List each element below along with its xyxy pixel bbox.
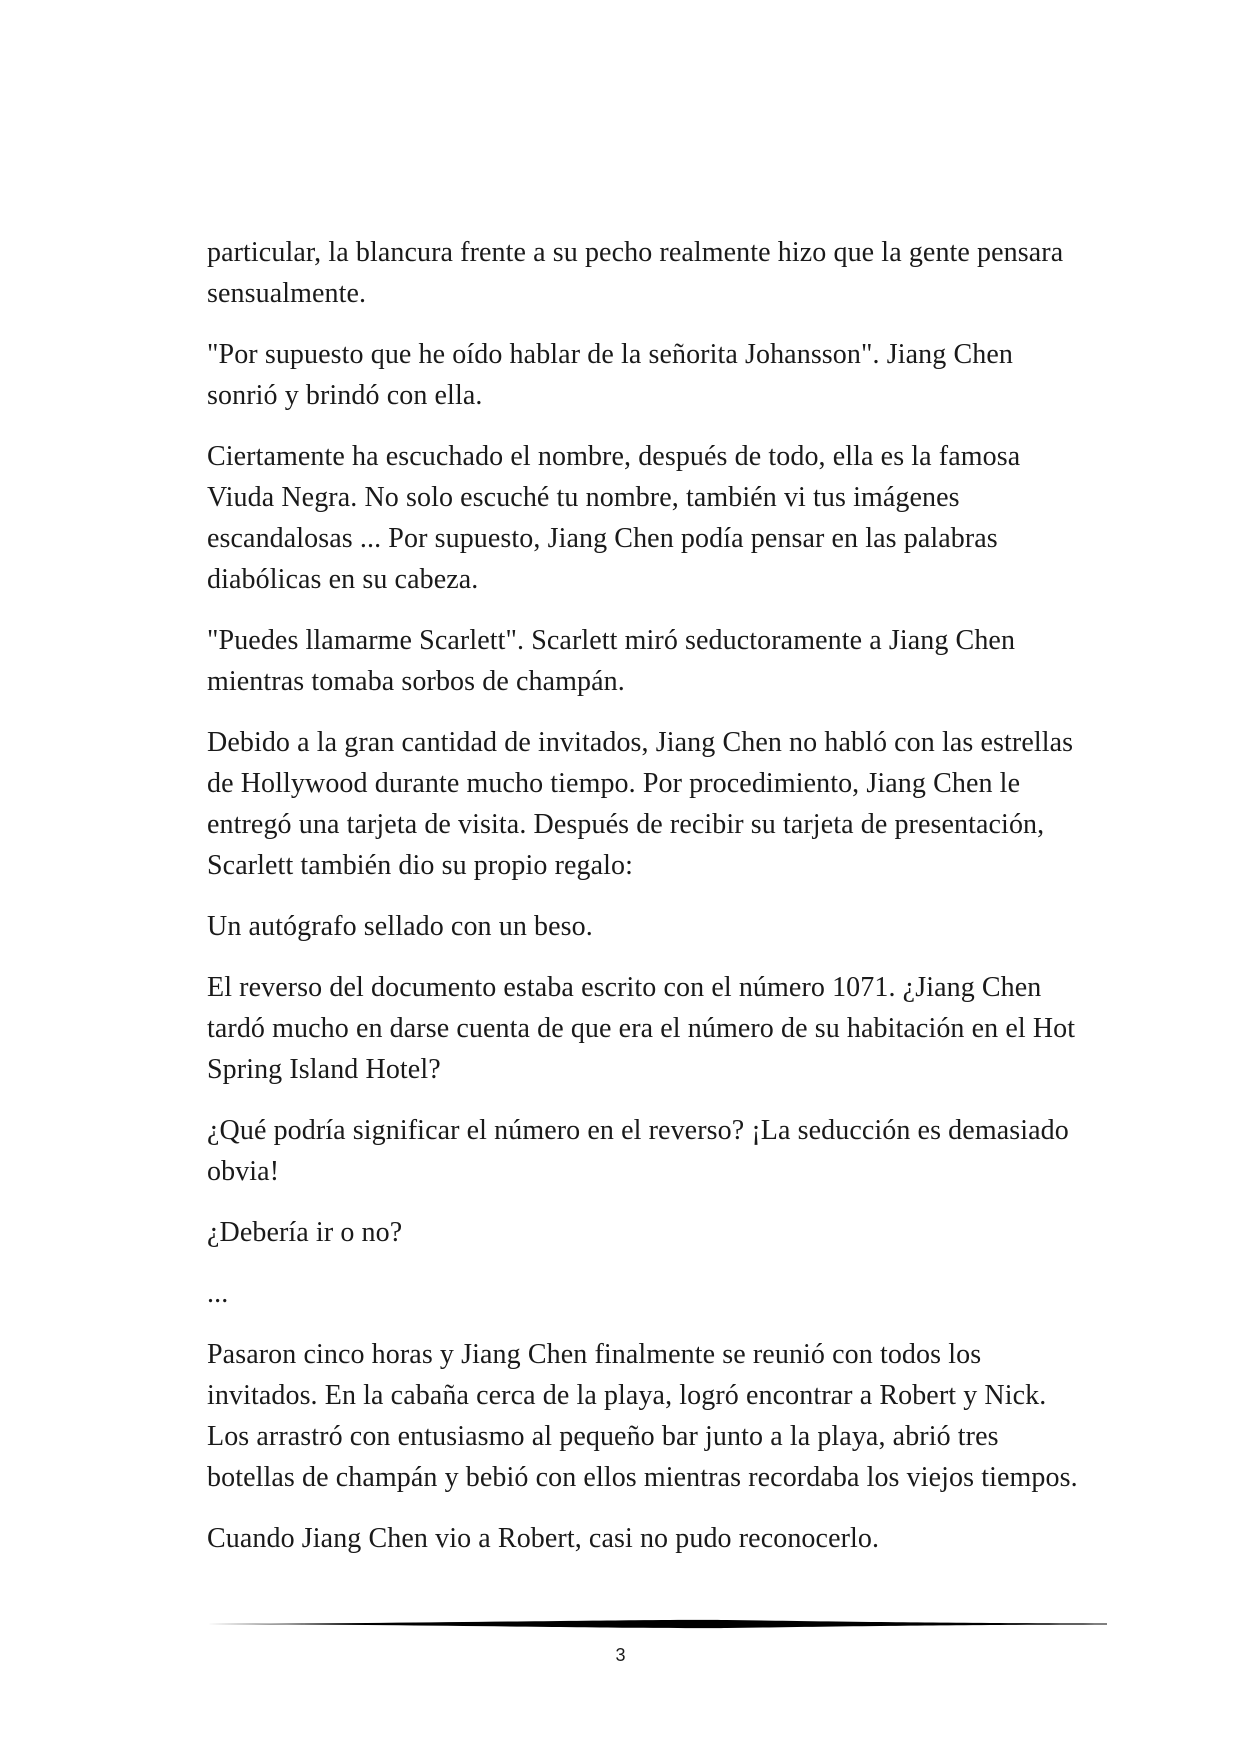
footer-rule: [207, 1618, 1107, 1630]
paragraph: El reverso del documento estaba escrito con el número 1071. ¿Jiang Chen tardó mucho en darse cuenta de que era el número de su habitación en el Hot Spring Island Hotel?: [207, 972, 1076, 1085]
paragraph: "Puedes llamarme Scarlett". Scarlett miró seductoramente a Jiang Chen mientras tomaba sorbos de champán.: [207, 625, 1016, 697]
paragraph: "Por supuesto que he oído hablar de la señorita Johansson". Jiang Chen sonrió y brindó con ella.: [207, 339, 1013, 411]
paragraph: particular, la blancura frente a su pecho realmente hizo que la gente pensara sensualmente.: [207, 237, 1064, 309]
footer-rule-swash: [207, 1620, 1107, 1628]
page-number: 3: [615, 1645, 626, 1665]
paragraph: ...: [207, 1278, 229, 1309]
paragraph: Pasaron cinco horas y Jiang Chen finalmente se reunió con todos los invitados. En la cabaña cerca de la playa, logró encontrar a Robert y Nick. Los arrastró con entusiasmo al pequeño bar junto a la playa, abrió tres botellas de champán y bebió con ellos mientras recordaba los viejos tiempos.: [207, 1339, 1078, 1493]
paragraph: ¿Debería ir o no?: [207, 1217, 403, 1248]
paragraph: ¿Qué podría significar el número en el reverso? ¡La seducción es demasiado obvia!: [207, 1115, 1069, 1187]
paragraph: Un autógrafo sellado con un beso.: [207, 911, 593, 942]
paragraph: Cuando Jiang Chen vio a Robert, casi no pudo reconocerlo.: [207, 1523, 880, 1554]
paragraph: Debido a la gran cantidad de invitados, Jiang Chen no habló con las estrellas de Hollywood durante mucho tiempo. Por procedimiento, Jiang Chen le entregó una tarjeta de visita. Después de recibir su tarjeta de presentación, Scarlett también dio su propio regalo:: [207, 727, 1074, 881]
page-body: [207, 232, 1087, 1579]
paragraph: Ciertamente ha escuchado el nombre, después de todo, ella es la famosa Viuda Negra. No solo escuché tu nombre, también vi tus imágenes escandalosas ... Por supuesto, Jiang Chen podía pensar en las palabras diabólicas en su cabeza.: [207, 441, 1021, 595]
